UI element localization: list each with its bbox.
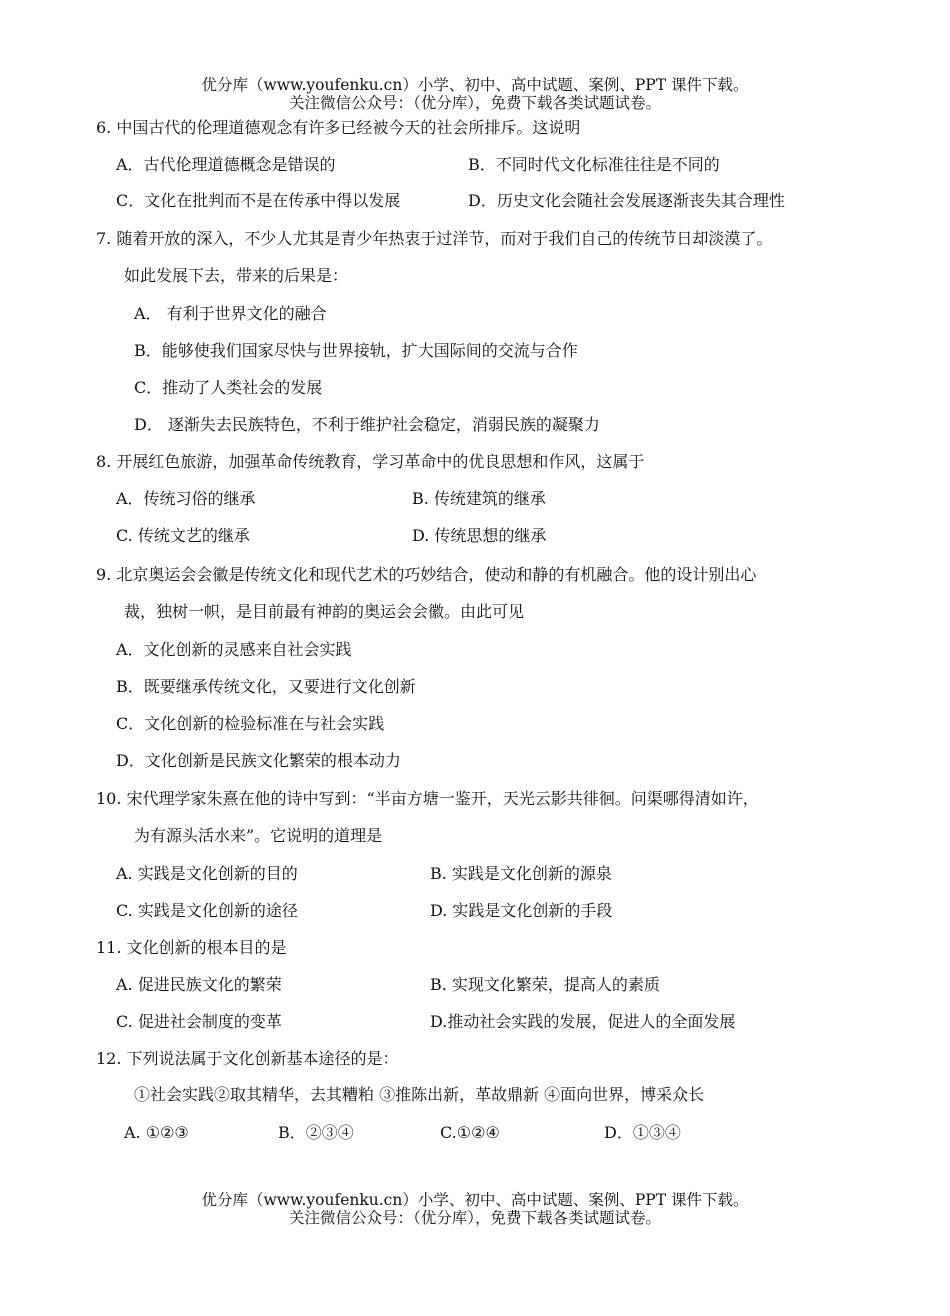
question-8-option-a: A．传统习俗的继承	[116, 489, 256, 508]
question-8-option-c: C. 传统文艺的继承	[116, 526, 250, 545]
question-9-stem-line-2: 裁，独树一帜，是目前最有神韵的奥运会会徽。由此可见	[124, 602, 525, 621]
page-header-line-2: 关注微信公众号：（优分库），免费下载各类试题试卷。	[288, 94, 661, 112]
question-11-option-d: D.推动社会实践的发展，促进人的全面发展	[430, 1012, 736, 1031]
question-7-stem-line-2: 如此发展下去，带来的后果是：	[124, 266, 349, 285]
question-9-option-b: B．既要继承传统文化，又要进行文化创新	[116, 677, 416, 696]
question-6-option-b: B．不同时代文化标准往往是不同的	[468, 155, 720, 174]
question-10-option-c: C. 实践是文化创新的途径	[116, 901, 298, 920]
question-9-option-a: A．文化创新的灵感来自社会实践	[116, 640, 352, 659]
question-12-stem: 12. 下列说法属于文化创新基本途径的是：	[96, 1049, 399, 1068]
question-7-option-a: A． 有利于世界文化的融合	[134, 304, 327, 323]
question-10-option-a: A. 实践是文化创新的目的	[116, 864, 298, 883]
question-10-stem-line-1: 10. 宋代理学家朱熹在他的诗中写到：“半亩方塘一鉴开，天光云影共徘徊。问渠哪得清如许，	[96, 789, 759, 808]
question-8-option-d: D. 传统思想的继承	[412, 526, 547, 545]
question-6-option-c: C．文化在批判而不是在传承中得以发展	[116, 191, 401, 210]
question-12-option-b: B．②③④	[278, 1123, 354, 1142]
page-header-line-1: 优分库（www.youfenku.cn）小学、初中、高中试题、案例、PPT 课件下载。	[201, 76, 749, 94]
question-9-option-c: C．文化创新的检验标准在与社会实践	[116, 714, 385, 733]
question-11-stem: 11. 文化创新的根本目的是	[96, 938, 287, 957]
question-12-items: ①社会实践②取其精华，去其糟粕 ③推陈出新，革故鼎新 ④面向世界，博采众长	[134, 1085, 705, 1104]
question-7-option-d: D． 逐渐失去民族特色，不利于维护社会稳定，消弱民族的凝聚力	[134, 415, 600, 434]
question-6-stem: 6. 中国古代的伦理道德观念有许多已经被今天的社会所排斥。这说明	[96, 118, 581, 137]
question-9-option-d: D．文化创新是民族文化繁荣的根本动力	[116, 751, 401, 770]
question-11-option-c: C. 促进社会制度的变革	[116, 1012, 282, 1031]
page-footer-line-1: 优分库（www.youfenku.cn）小学、初中、高中试题、案例、PPT 课件下载。	[201, 1191, 749, 1209]
question-12-option-c: C.①②④	[440, 1123, 500, 1142]
question-6-option-d: D．历史文化会随社会发展逐渐丧失其合理性	[468, 191, 785, 210]
question-10-option-d: D. 实践是文化创新的手段	[430, 901, 613, 920]
question-9-stem-line-1: 9. 北京奥运会会徽是传统文化和现代艺术的巧妙结合，使动和静的有机融合。他的设计别出心	[96, 565, 757, 584]
question-12-option-a: A. ①②③	[124, 1123, 189, 1142]
page-footer-line-2: 关注微信公众号：（优分库），免费下载各类试题试卷。	[288, 1209, 661, 1227]
question-10-stem-line-2: 为有源头活水来”。它说明的道理是	[134, 826, 383, 845]
question-8-stem: 8. 开展红色旅游，加强革命传统教育，学习革命中的优良思想和作风，这属于	[96, 452, 645, 471]
question-7-stem-line-1: 7. 随着开放的深入，不少人尤其是青少年热衷于过洋节，而对于我们自己的传统节日却淡漠了。	[96, 229, 773, 248]
question-11-option-a: A. 促进民族文化的繁荣	[116, 975, 282, 994]
question-11-option-b: B. 实现文化繁荣，提高人的素质	[430, 975, 660, 994]
question-6-option-a: A．古代伦理道德概念是错误的	[116, 155, 336, 174]
question-7-option-b: B．能够使我们国家尽快与世界接轨，扩大国际间的交流与合作	[134, 341, 578, 360]
question-7-option-c: C．推动了人类社会的发展	[134, 378, 323, 397]
question-8-option-b: B. 传统建筑的继承	[412, 489, 546, 508]
question-12-option-d: D．①③④	[604, 1123, 681, 1142]
question-10-option-b: B. 实践是文化创新的源泉	[430, 864, 612, 883]
